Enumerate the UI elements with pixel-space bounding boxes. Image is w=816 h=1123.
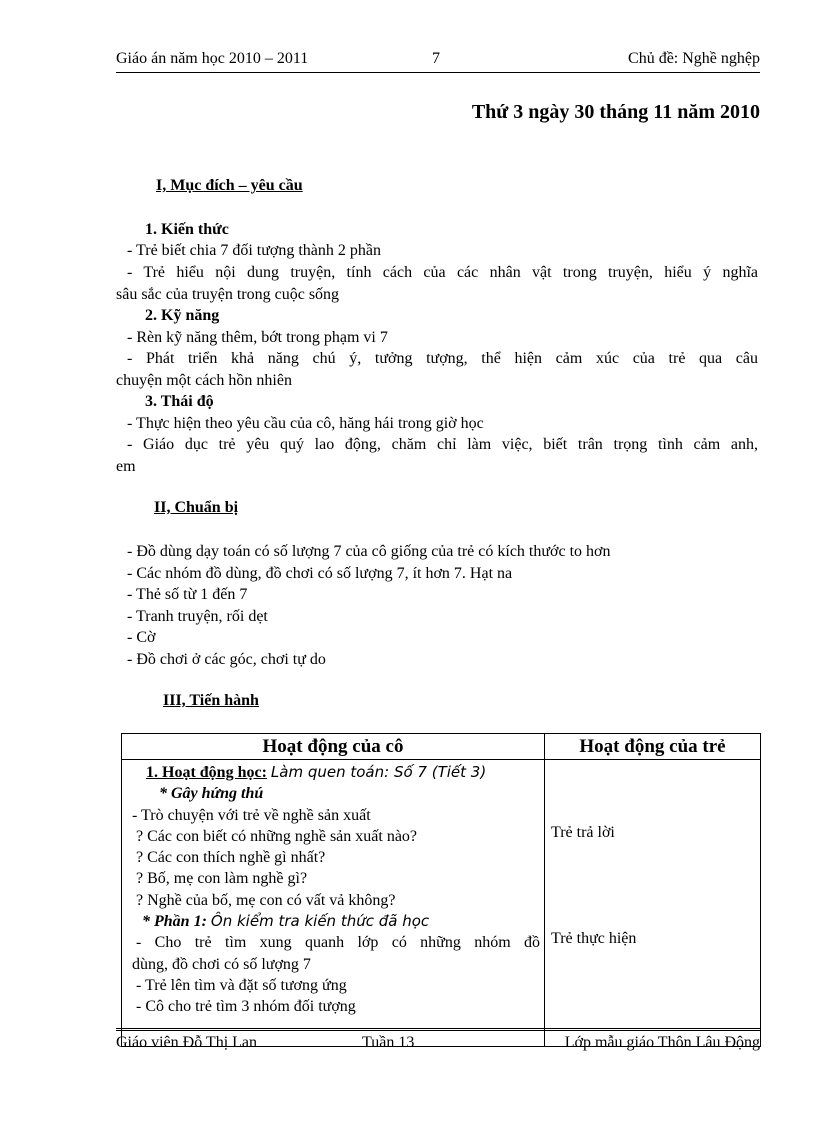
prep-item: - Cờ [127, 629, 156, 646]
prep-item: - Các nhóm đồ dùng, đồ chơi có số lượng 7, ít hơn 7. Hạt na [127, 565, 513, 582]
skills-heading: 2. Kỹ năng [145, 307, 220, 324]
knowledge-line: - Trẻ hiểu nội dung truyện, tính cách của các nhân vật trong truyện, hiểu ý nghĩa [127, 264, 758, 281]
footer-teacher: Giáo viên Đỗ Thị Lan [116, 1034, 258, 1051]
knowledge-line: - Trẻ biết chia 7 đối tượng thành 2 phần [127, 242, 381, 259]
knowledge-heading: 1. Kiến thức [145, 221, 229, 238]
knowledge-line: sâu sắc của truyện trong cuộc sống [116, 286, 340, 303]
child-answer: Trẻ trả lời [551, 824, 615, 841]
skills-line: - Rèn kỹ năng thêm, bớt trong phạm vi 7 [127, 329, 388, 346]
attitude-line: - Giáo dục trẻ yêu quý lao động, chăm chỉ làm việc, biết trân trọng tình cảm anh, [127, 436, 758, 453]
teacher-line: ? Nghề của bố, mẹ con có vất vả không? [136, 891, 396, 909]
part1-line [122, 911, 544, 932]
teacher-line: - Cho trẻ tìm xung quanh lớp có những nhóm đồ [136, 934, 540, 952]
header-left: Giáo án năm học 2010 – 2011 [116, 50, 309, 67]
header-right: Chủ đề: Nghề nghệp [628, 50, 760, 67]
table-header-row [122, 734, 761, 760]
section1-title: I, Mục đích – yêu cầu [156, 177, 303, 194]
teacher-line: - Trò chuyện với trẻ về nghề sản xuất [132, 806, 371, 824]
skills-line: chuyện một cách hồn nhiên [116, 372, 292, 389]
child-answer: Trẻ thực hiện [551, 930, 637, 947]
teacher-line: - Trẻ lên tìm và đặt số tương ứng [136, 976, 347, 994]
header-page-number: 7 [432, 50, 440, 67]
teacher-line: ? Các con biết có những nghề sản xuất nào? [136, 827, 418, 845]
date-title: Thứ 3 ngày 30 tháng 11 năm 2010 [471, 101, 760, 123]
footer-rule [116, 1028, 760, 1031]
section2-title: II, Chuẩn bị [154, 499, 239, 516]
skills-line: - Phát triển khả năng chú ý, tưởng tượng, thể hiện cảm xúc của trẻ qua câu [127, 350, 758, 367]
activity-name: Làm quen toán: Số 7 (Tiết 3) [270, 763, 487, 781]
prep-item: - Tranh truyện, rối dẹt [127, 608, 268, 625]
section3-title: III, Tiến hành [163, 692, 259, 709]
col-child-header: Hoạt động của trẻ [545, 734, 761, 760]
table-row [122, 760, 761, 1047]
teacher-line: dùng, đồ chơi có số lượng 7 [132, 955, 311, 973]
prep-item: - Thẻ số từ 1 đến 7 [127, 586, 248, 603]
part1-label: * Phần 1: [142, 913, 207, 931]
activity-title-line [122, 762, 544, 783]
teacher-line: ? Các con thích nghề gì nhất? [136, 849, 326, 867]
teacher-activity-cell [122, 760, 545, 1047]
footer-week: Tuần 13 [362, 1034, 415, 1051]
part1-name: Ôn kiểm tra kiến thức đã học [210, 912, 430, 931]
interest-heading: * Gây hứng thú [159, 785, 264, 803]
child-activity-cell [545, 760, 761, 1047]
footer-class: Lớp mẫu giáo Thôn Lâu Động [564, 1034, 760, 1051]
page-footer [116, 1034, 760, 1058]
teacher-line: ? Bố, mẹ con làm nghề gì? [136, 870, 308, 888]
attitude-line: - Thực hiện theo yêu cầu của cô, hăng hái trong giờ học [127, 415, 484, 432]
activity-label: 1. Hoạt động học: [146, 764, 267, 781]
prep-item: - Đồ chơi ở các góc, chơi tự do [127, 651, 326, 668]
teacher-line: - Cô cho trẻ tìm 3 nhóm đối tượng [136, 998, 356, 1016]
activity-table [121, 733, 761, 1047]
page-header [116, 48, 760, 74]
header-rule [116, 72, 760, 73]
col-teacher-header: Hoạt động của cô [122, 734, 545, 760]
attitude-line: em [116, 458, 136, 475]
attitude-heading: 3. Thái độ [145, 393, 214, 410]
prep-item: - Đồ dùng dạy toán có số lượng 7 của cô giống của trẻ có kích thước to hơn [127, 543, 611, 560]
